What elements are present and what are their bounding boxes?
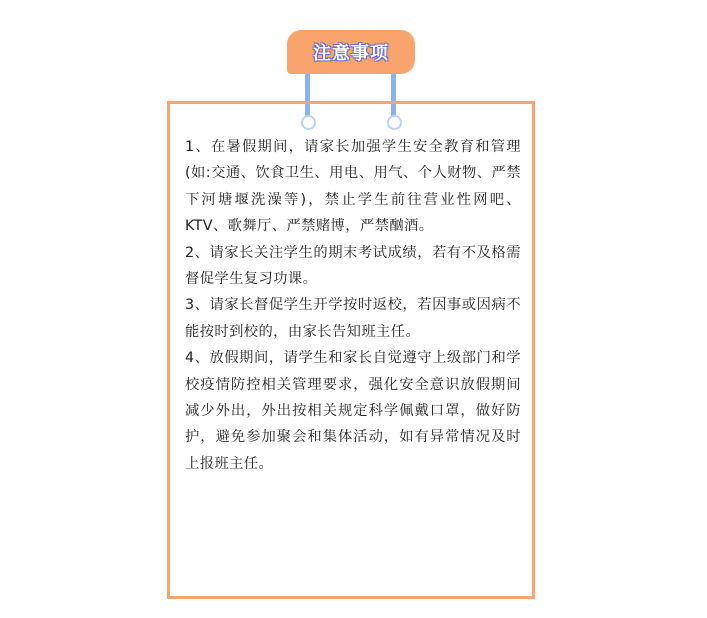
- notice-item-2: 2、请家长关注学生的期末考试成绩，若有不及格需督促学生复习功课。: [185, 244, 521, 288]
- title-tab: [287, 30, 415, 74]
- notice-content: [185, 134, 521, 477]
- notice-item-1: 1、在暑假期间，请家长加强学生安全教育和管理(如:交通、饮食卫生、用电、用气、个人财物、严禁下河塘堰洗澡等)，禁止学生前往营业性网吧、KTV、歌舞厅、严禁赌博，严禁酗酒。: [185, 139, 521, 235]
- notice-item-3: 3、请家长督促学生开学按时返校，若因事或因病不能按时到校的，由家长告知班主任。: [185, 297, 521, 340]
- notice-title: 注意事项: [313, 43, 389, 64]
- notice-item-4: 4、放假期间，请学生和家长自觉遵守上级部门和学校疫情防控相关管理要求，强化安全意识放假期间减少外出，外出按相关规定科学佩戴口罩，做好防护，避免参加聚会和集体活动，如有异常情况及时上报班主任。: [185, 350, 521, 472]
